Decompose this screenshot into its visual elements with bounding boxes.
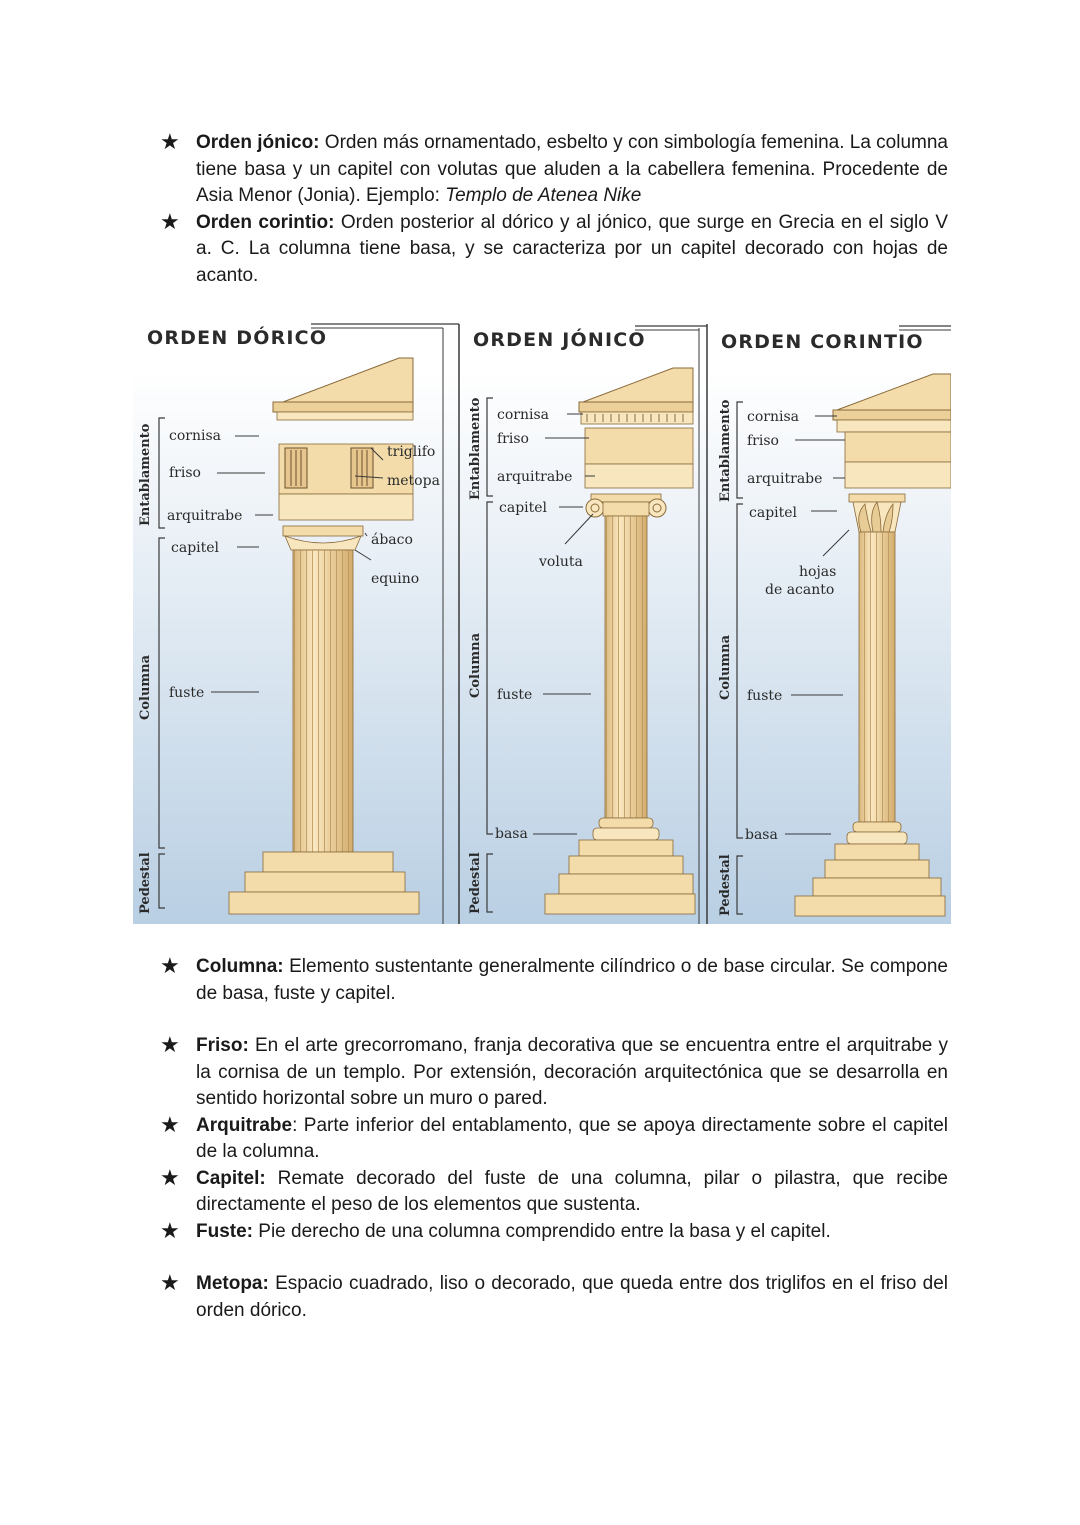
label-fuste: fuste <box>747 688 783 704</box>
star-icon: ★ <box>160 208 180 234</box>
list-item <box>160 1033 948 1113</box>
definition-text: Remate decorado del fuste de una columna, pilar o pilastra, que recibe directamente el peso de los elementos que sustenta. <box>196 1167 948 1215</box>
label-hojas: hojas <box>799 564 837 580</box>
definition-text: Espacio cuadrado, liso o decorado, que queda entre dos triglifos en el friso del orden dórico. <box>196 1273 948 1321</box>
label-capitel: capitel <box>499 500 548 516</box>
definitions-list <box>160 954 948 1324</box>
list-item <box>160 1166 948 1219</box>
side-label-pedestal: Pedestal <box>718 854 733 916</box>
definition-text: Orden posterior al dórico y al jónico, que surge en Grecia en el siglo V a. C. La columna tiene basa, y se caracteriza por un capitel decorado con hojas de acanto. <box>196 211 948 286</box>
list-item <box>160 1113 948 1166</box>
side-label-entablamento: Entablamento <box>718 399 733 502</box>
ionic-frieze <box>585 428 693 464</box>
term: Friso: <box>196 1035 249 1056</box>
term: Metopa: <box>196 1273 269 1294</box>
label-capitel: capitel <box>749 505 798 521</box>
term: Orden jónico: <box>196 132 320 153</box>
definition-text: : Parte inferior del entablamento, que se apoya directamente sobre el capitel de la columna. <box>196 1114 948 1162</box>
side-label-pedestal: Pedestal <box>138 852 153 914</box>
label-basa: basa <box>745 827 778 843</box>
label-capitel: capitel <box>171 540 220 556</box>
label-friso: friso <box>497 431 529 447</box>
side-label-columna: Columna <box>718 634 733 700</box>
star-icon: ★ <box>160 1217 180 1243</box>
label-cornisa: cornisa <box>169 428 221 444</box>
label-triglifo: triglifo <box>387 444 436 460</box>
label-fuste: fuste <box>497 687 533 703</box>
side-label-columna: Columna <box>468 632 483 698</box>
corinthian-title: ORDEN CORINTIO <box>721 331 924 353</box>
term: Capitel: <box>196 1167 266 1189</box>
list-item <box>160 210 948 290</box>
spacer <box>160 1007 948 1033</box>
ionic-architrave <box>585 464 693 488</box>
list-item <box>160 1219 948 1246</box>
label-arquitrabe: arquitrabe <box>747 471 823 487</box>
star-icon: ★ <box>160 129 180 154</box>
ionic-title: ORDEN JÓNICO <box>473 329 646 351</box>
label-equino: equino <box>371 571 420 587</box>
star-icon: ★ <box>160 1164 180 1190</box>
example-text: Templo de Atenea Nike <box>445 185 642 206</box>
side-label-columna: Columna <box>138 654 153 720</box>
label-friso: friso <box>169 465 201 481</box>
term: Arquitrabe <box>196 1114 293 1136</box>
list-item <box>160 130 948 210</box>
doric-architrave <box>279 494 413 520</box>
label-metopa: metopa <box>387 473 440 489</box>
star-icon: ★ <box>160 1111 180 1137</box>
label-basa: basa <box>495 826 528 842</box>
definition-text: Orden más ornamentado, esbelto y con simbología femenina. La columna tiene basa y un capitel con volutas que aluden a la cabellera femenina. Procedente de Asia Menor (Jonia). Ejemplo: <box>196 132 948 206</box>
label-arquitrabe: arquitrabe <box>167 508 243 524</box>
list-item <box>160 1271 948 1324</box>
greek-orders-figure <box>133 318 951 924</box>
label-friso: friso <box>747 433 779 449</box>
label-voluta: voluta <box>539 554 583 570</box>
definition-text: Elemento sustentante generalmente cilíndrico o de base circular. Se compone de basa, fuste y capitel. <box>196 956 948 1004</box>
definition-text: En el arte grecorromano, franja decorativa que se encuentra entre el arquitrabe y la cornisa de un templo. Por extensión, decoración arquitectónica que se desarrolla en sentido horizontal sobre un muro o pared. <box>196 1035 948 1109</box>
term: Fuste: <box>196 1220 253 1242</box>
star-icon: ★ <box>160 953 180 978</box>
label-fuste: fuste <box>169 685 205 701</box>
label-arquitrabe: arquitrabe <box>497 469 573 485</box>
corinthian-architrave <box>845 462 951 488</box>
definition-text: Pie derecho de una columna comprendido entre la basa y el capitel. <box>253 1220 831 1242</box>
label-cornisa: cornisa <box>497 407 549 423</box>
term: Columna: <box>196 956 284 977</box>
intro-definitions-list <box>160 130 948 289</box>
label-de-acanto: de acanto <box>765 582 835 598</box>
side-label-entablamento: Entablamento <box>138 423 153 526</box>
star-icon: ★ <box>160 1270 180 1295</box>
sky-background <box>133 370 951 924</box>
doric-title: ORDEN DÓRICO <box>147 327 328 349</box>
label-abaco: ábaco <box>371 532 413 548</box>
label-cornisa: cornisa <box>747 409 799 425</box>
spacer <box>160 1245 948 1271</box>
corinthian-frieze <box>845 432 951 462</box>
term: Orden corintio: <box>196 211 335 233</box>
list-item <box>160 954 948 1007</box>
star-icon: ★ <box>160 1032 180 1057</box>
side-label-pedestal: Pedestal <box>468 852 483 914</box>
side-label-entablamento: Entablamento <box>468 397 483 500</box>
